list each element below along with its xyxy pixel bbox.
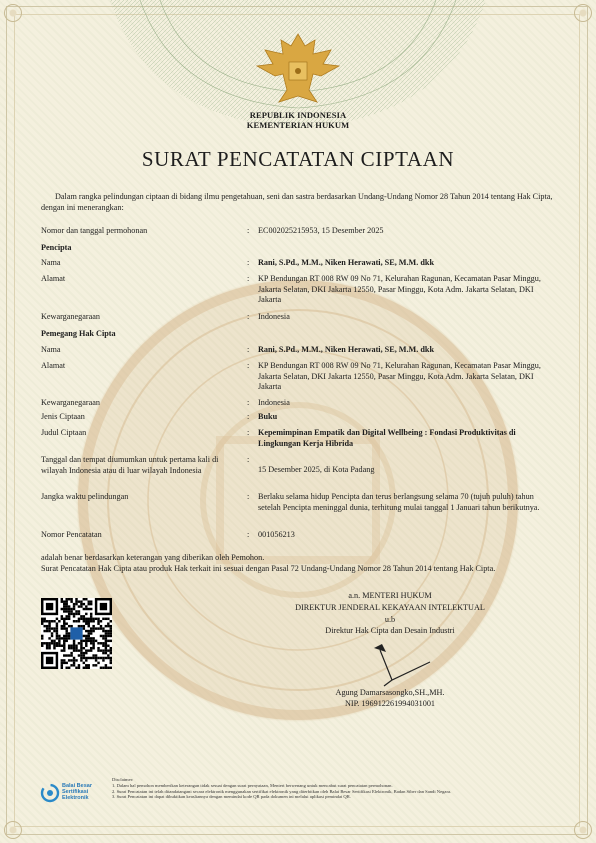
record-number: 001056213: [258, 530, 295, 539]
closing-line-2: Surat Pencatatan Hak Cipta atau produk Hak terkait ini sesuai dengan Pasal 72 Undang-Undang Nomor 28 Tahun 2014 tentang Hak Cipta.: [41, 564, 496, 573]
application-label: Nomor dan tanggal permohonan: [41, 226, 148, 235]
work-title-label: Judul Ciptaan: [41, 428, 87, 437]
bsre-logo-line1: Balai Besar: [62, 783, 92, 789]
creator-name-label: Nama: [41, 258, 61, 267]
signature-directorate-general: DIREKTUR JENDERAL KEKAYAAN INTELEKTUAL: [295, 603, 485, 612]
signatory-nip: NIP. 196912261994031001: [344, 699, 436, 708]
disclaimer-item: 3. Surat Pencatatan ini dapat dibuktikan keasliannya dengan memindai kode QR pada dokumen ini melalui aplikasi pemindai QR.: [112, 794, 351, 800]
work-type: Buku: [258, 412, 278, 421]
signature-mark: [370, 640, 450, 690]
holder-name-label: Nama: [41, 345, 61, 354]
creator-name: Rani, S.Pd., M.M., Niken Herawati, SE, M.M. dkk: [258, 258, 435, 267]
holder-section-title: Pemegang Hak Cipta: [41, 329, 116, 338]
disclaimer-item: 1. Dalam hal pemohon memberikan keterangan tidak sesuai dengan surat pernyataan, Menteri berwenang untuk mencabut surat pencatatan permohonan.: [112, 782, 393, 788]
signature-director: Direktur Hak Cipta dan Desain Industri: [325, 626, 455, 635]
work-type-label: Jenis Ciptaan: [41, 412, 85, 421]
intro-paragraph: Dalam rangka pelindungan ciptaan di bidang ilmu pengetahuan, seni dan sastra berdasarkan Undang-Undang Nomor 28 Tahun 2014 tentang Hak Cipta, dengan ini menerangkan:: [41, 192, 553, 212]
holder-nationality: Indonesia: [258, 398, 290, 407]
qr-code-icon: [41, 598, 112, 669]
creator-section-title: Pencipta: [41, 243, 72, 252]
header-country: REPUBLIK INDONESIA: [249, 110, 347, 120]
work-protection-label: Jangka waktu pelindungan: [41, 492, 129, 501]
holder-nationality-label: Kewarganegaraan: [41, 398, 100, 407]
work-protection: Berlaku selama hidup Pencipta dan terus berlangsung selama 70 (tujuh puluh) tahun setelah Pencipta meninggal dunia, terhitung mulai tanggal 1 Januari tahun berikutnya.: [258, 492, 540, 512]
creator-address-label: Alamat: [41, 274, 66, 283]
application-row: [41, 226, 147, 237]
work-published-label: Tanggal dan tempat diumumkan untuk pertama kali di wilayah Indonesia atau di luar wilayah Indonesia: [41, 455, 219, 475]
holder-address-label: Alamat: [41, 361, 66, 370]
creator-address: KP Bendungan RT 008 RW 09 No 71, Kelurahan Ragunan, Kecamatan Pasar Minggu, Jakarta Selatan, DKI Jakarta 12550, Pasar Minggu, Kota Adm. Jakarta Selatan, DKI Jakarta: [258, 274, 541, 304]
holder-address: KP Bendungan RT 008 RW 09 No 71, Kelurahan Ragunan, Kecamatan Pasar Minggu, Jakarta Selatan, DKI Jakarta 12550, Pasar Minggu, Kota Adm. Jakarta Selatan, DKI Jakarta: [258, 361, 541, 391]
closing-statement: [41, 552, 554, 574]
bsre-logo-line3: Elektronik: [62, 795, 89, 801]
closing-line-1: adalah benar berdasarkan keterangan yang diberikan oleh Pemohon.: [41, 553, 265, 562]
holder-name: Rani, S.Pd., M.M., Niken Herawati, SE, M.M. dkk: [258, 345, 435, 354]
work-published: 15 Desember 2025, di Kota Padang: [258, 465, 375, 474]
application-value: EC002025215953, 15 Desember 2025: [258, 226, 384, 235]
creator-nationality-label: Kewarganegaraan: [41, 312, 100, 321]
header-ministry: KEMENTERIAN HUKUM: [246, 120, 350, 130]
page-title: SURAT PENCATATAN CIPTAAN: [141, 147, 455, 171]
bsre-logo-icon: [40, 783, 60, 803]
certificate-page: REPUBLIK INDONESIA KEMENTERIAN HUKUM SURAT PENCATATAN CIPTAAN Dalam rangka pelindungan ciptaan di bidang ilmu pengetahuan, seni dan sastra berdasarkan Undang-Undang Nomor 28 Tahun 2014 tentang Hak Cipta, dengan ini menerangkan: Nomor dan tanggal permohonan : EC002025215953, 15 Desember 2025 Pencipta Nama : Rani, S.Pd., M.M., Niken Herawati, SE, M.M. dkk Alamat : KP Bendungan RT 008 RW 09 No 71, Kelurahan Ragunan, Kecamatan Pasar Minggu, Jakarta Selatan, DKI Jakarta 12550, Pasar Minggu, Kota Adm. Jakarta Selatan, DKI Jakarta Kewarganegaraan : Indonesia Pemegang Hak Cipta Nama : Rani, S.Pd., M.M., Niken Herawati, SE, M.M. dkk Alamat : KP Bendungan RT 008 RW 09 No 71, Kelurahan Ragunan, Kecamatan Pasar Minggu, Jakarta Selatan, DKI Jakarta 12550, Pasar Minggu, Kota Adm. Jakarta Selatan, DKI Jakarta Kewarganegaraan : Indonesia Jenis Ciptaan : Buku Judul Ciptaan : Kepemimpinan Empatik dan Digital Wellbeing : Fondasi Produktivitas di Lingkungan Kerja Hibrida Tanggal dan tempat diumumkan untuk pertama kali di wilayah Indonesia atau di luar wilayah Indonesia : 15 Desember 2025, di Kota Padang Jangka waktu pelindungan : Berlaku selama hidup Pencipta dan terus berlangsung selama 70 (tujuh puluh) tahun setelah Pencipta meninggal dunia, terhitung mulai tanggal 1 Januari tahun berikutnya. Nomor Pencatatan : 001056213 adalah benar berdasarkan keterangan yang diberikan oleh Pemohon. Surat Pencatatan Hak Cipta atau produk Hak terkait ini sesuai dengan Pasal 72 Undang-Undang Nomor 28 Tahun 2014 tentang Hak Cipta. a.n. MENTERI HUKUM DIREKTUR JENDERAL KEKAYAAN INTELEKTUAL u.b Direktur Hak Cipta dan Desain Industri Agung Damarsasongko,SH.,MH. NIP. 196912261994031001 Balai Besar Sertifikasi Elektronik Disclaimer: 1. Dalam hal pemohon memberikan keterangan tidak sesuai dengan surat pernyataan, Menteri berwenang untuk mencabut surat pencatatan permohonan. 2. Surat Pencatatan ini telah ditandatangani secara elektronik menggunakan sertifikat elektronik yang diterbitkan oleh Balai Besar Sertifikasi Elektronik, Badan Siber dan Sandi Negara. 3. Surat Pencatatan ini dapat dibuktikan keasliannya dengan memindai kode QR pada dokumen ini melalui aplikasi pemindai QR.: [0, 0, 596, 843]
bsre-logo-line2: Sertifikasi: [62, 789, 89, 795]
signature-ub: u.b: [384, 615, 396, 624]
creator-nationality: Indonesia: [258, 312, 290, 321]
record-number-label: Nomor Pencatatan: [41, 530, 102, 539]
garuda-emblem-icon: [255, 30, 341, 108]
disclaimer: [112, 777, 562, 800]
disclaimer-item: 2. Surat Pencatatan ini telah ditandatangani secara elektronik menggunakan sertifikat elektronik yang diterbitkan oleh Balai Besar Sertifikasi Elektronik, Badan Siber dan Sandi Negara.: [112, 788, 452, 794]
signature-on-behalf: a.n. MENTERI HUKUM: [348, 591, 432, 600]
disclaimer-title: Disclaimer:: [112, 777, 134, 782]
signatory-name: Agung Damarsasongko,SH.,MH.: [335, 688, 445, 697]
work-title: Kepemimpinan Empatik dan Digital Wellbeing : Fondasi Produktivitas di Lingkungan Kerja Hibrida: [258, 428, 516, 448]
